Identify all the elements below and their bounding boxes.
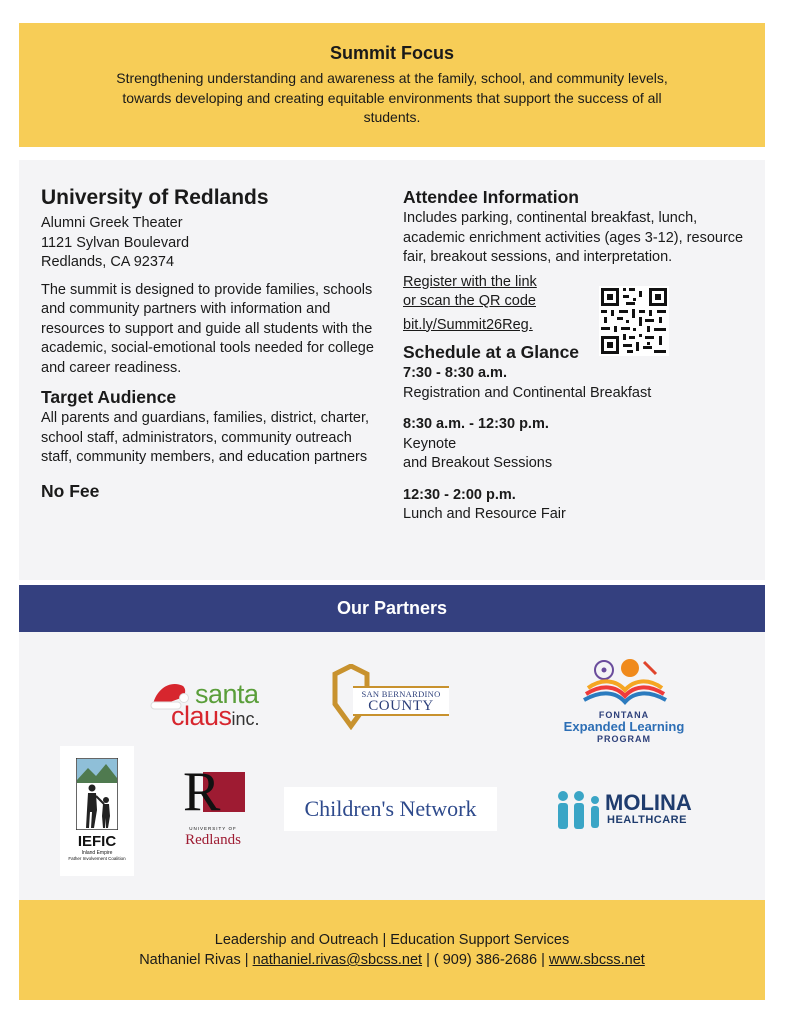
fontana-expanded-learning-logo — [554, 656, 694, 746]
redlands-small-text: UNIVERSITY OF — [189, 826, 237, 831]
register-line-2: or scan the QR code — [403, 293, 536, 309]
iefic-sub-1: Inland Empire — [81, 850, 113, 856]
register-link[interactable]: bit.ly/Summit26Reg. — [403, 316, 533, 333]
venue-line-2: 1121 Sylvan Boulevard — [41, 234, 190, 251]
schedule-desc: Lunch and Resource Fair — [403, 506, 566, 522]
website-link[interactable]: www.sbcss.net — [548, 952, 645, 968]
venue-name: University of Redlands — [41, 186, 269, 209]
register-line-1: Register with the link — [403, 273, 537, 290]
contact-email-link[interactable]: nathaniel.rivas@sbcss.net — [252, 952, 423, 968]
schedule-heading: Schedule at a Glance — [403, 342, 580, 362]
redlands-name: Redlands — [185, 832, 241, 848]
summit-focus-title: Summit Focus — [329, 43, 454, 63]
target-audience-text: All parents and guardians, families, district, charter, school staff, administrators, community outreach staff, community members, and education partners — [41, 410, 370, 465]
schedule-desc: Registration and Continental Breakfast — [403, 384, 652, 401]
schedule-desc: Keynote — [403, 435, 457, 452]
target-audience-heading: Target Audience — [41, 387, 177, 407]
venue-description: The summit is designed to provide families, schools and community partners with information and resources to support and guide all students with the academic, social-emotional tools needed for college and career readiness. — [41, 281, 374, 376]
schedule-time: 12:30 - 2:00 p.m. — [403, 486, 516, 503]
footer-banner — [19, 900, 765, 1000]
father-child-icon — [76, 758, 118, 830]
partners-heading: Our Partners — [19, 585, 765, 632]
open-book-icon — [582, 656, 668, 708]
schedule-desc: and Breakout Sessions — [403, 455, 553, 471]
inc-word: inc. — [231, 709, 260, 729]
schedule-item — [403, 415, 748, 474]
fontana-line-1: FONTANA — [598, 710, 650, 720]
partner-logos — [19, 632, 765, 900]
iefic-title: IEFIC — [77, 833, 117, 850]
molina-word: MOLINA — [605, 790, 692, 815]
redlands-r-letter: R — [183, 761, 221, 823]
venue-line-3: Redlands, CA 92374 — [41, 254, 175, 270]
san-bernardino-county-logo — [331, 664, 449, 730]
santa-word: santa — [195, 679, 259, 709]
iefic-sub-2: Father Involvement Coalition — [68, 856, 126, 861]
footer-contact: Nathaniel Rivas | nathaniel.rivas@sbcss.net | ( 909) 386-2686 | www.sbcss.net — [139, 952, 645, 968]
fontana-line-3: PROGRAM — [597, 734, 651, 744]
iefic-logo — [60, 746, 134, 876]
childrens-network-logo: Children's Network — [284, 787, 497, 831]
schedule-item — [403, 486, 748, 525]
venue-line-1: Alumni Greek Theater — [41, 215, 183, 231]
university-of-redlands-logo — [179, 761, 251, 854]
molina-healthcare-logo — [555, 788, 700, 838]
summit-focus-banner — [19, 23, 765, 147]
info-panel — [19, 160, 765, 580]
qr-code-icon[interactable] — [599, 286, 669, 356]
footer-department: Leadership and Outreach | Education Support Services — [214, 932, 570, 948]
attendee-heading: Attendee Information — [403, 187, 579, 207]
contact-name: Nathaniel Rivas — [139, 952, 241, 968]
attendee-text: Includes parking, continental breakfast, lunch, academic enrichment activities (ages 3-12), resource fair, breakout sessions, and interpretation. — [403, 210, 744, 265]
fontana-line-2: Expanded Learning — [563, 719, 685, 734]
summit-focus-text: Strengthening understanding and awareness at the family, school, and community levels, towards developing and creating equitable environments that support the success of all students. — [116, 70, 668, 125]
county-top-text: SAN BERNARDINO — [361, 689, 441, 699]
claus-word: claus — [171, 701, 232, 731]
schedule-time: 8:30 a.m. - 12:30 p.m. — [403, 416, 549, 432]
santa-claus-inc-logo — [149, 672, 289, 732]
molina-healthcare-word: HEALTHCARE — [607, 814, 687, 826]
schedule-time: 7:30 - 8:30 a.m. — [403, 365, 507, 381]
county-main-text: COUNTY — [368, 698, 434, 714]
molina-people-icon — [555, 790, 603, 830]
right-column — [403, 186, 748, 525]
schedule-item — [403, 364, 748, 403]
contact-phone: ( 909) 386-2686 — [433, 952, 538, 968]
left-column — [41, 186, 386, 503]
fee-label: No Fee — [41, 480, 100, 501]
